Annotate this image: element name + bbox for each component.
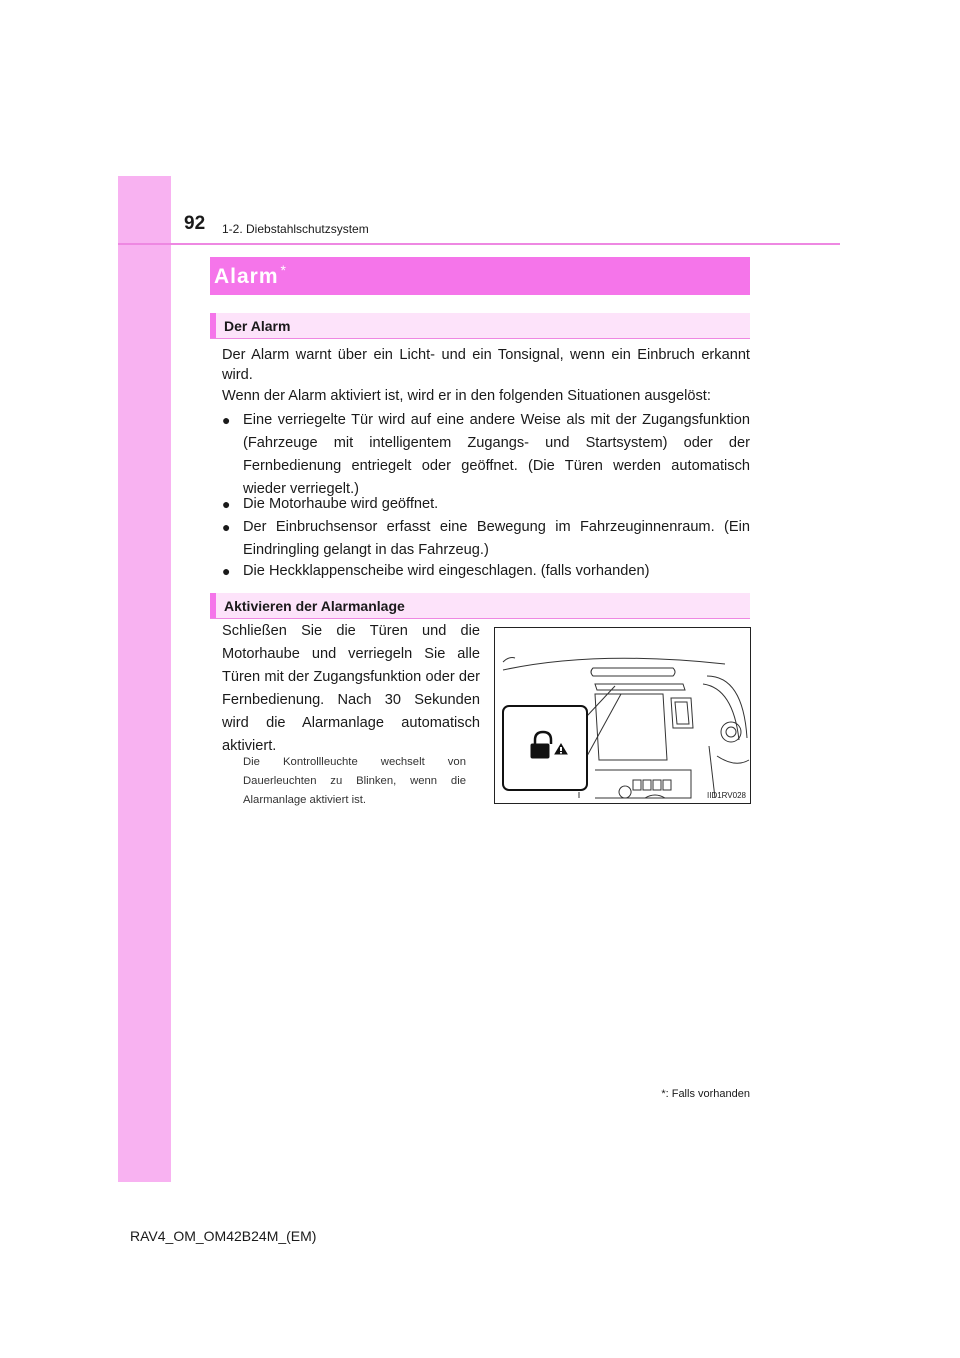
dashboard-illustration [495,628,750,803]
section-heading-bar [210,313,216,338]
footnote [661,1088,750,1100]
section-heading-der-alarm [210,313,750,339]
dashboard-figure [494,627,751,804]
section-heading-text: Der Alarm [224,318,291,334]
page-number: 92 [184,213,206,234]
title-footnote-marker: * [280,262,287,278]
list-item [222,516,750,562]
intro-paragraph-2: Wenn der Alarm aktiviert ist, wird er in den folgenden Situationen ausgelöst: [222,388,711,404]
list-item [222,560,750,583]
title-band [210,257,750,295]
bullet-icon: ● [222,496,231,512]
section-heading-text: Aktivieren der Alarmanlage [224,598,405,614]
bullet-icon: ● [222,412,231,428]
footnote-text: : Falls vorhanden [665,1088,750,1100]
document-id: RAV4_OM_OM42B24M_(EM) [130,1228,317,1244]
bullet-icon: ● [222,563,231,579]
bullet-icon: ● [222,519,231,535]
list-item-text: Eine verriegelte Tür wird auf eine andere Weise als mit der Zugangsfunktion (Fahrzeuge mit intelligentem Zugangs- und Startsystem) oder der Fernbedienung entriegelt oder geöffnet. (Die Türen werden automatisch wieder verriegelt.) [243,412,750,497]
list-item-text: Der Einbruchsensor erfasst eine Bewegung im Fahrzeuginnenraum. (Ein Eindringling gelangt in das Fahrzeug.) [243,519,750,558]
footnote-marker: * [661,1088,666,1100]
page-title-text: Alarm [214,265,279,288]
side-tab [118,176,171,1182]
figure-label: IID1RV028 [707,791,746,800]
header-rule [118,243,840,245]
section-heading-aktivieren [210,593,750,619]
list-item [222,493,750,516]
intro-paragraph-1: Der Alarm warnt über ein Licht- und ein Tonsignal, wenn ein Einbruch erkannt wird. [222,347,750,383]
section-heading-bar [210,593,216,618]
list-item [222,409,750,501]
list-item-text: Die Motorhaube wird geöffnet. [243,496,439,512]
list-item-text: Die Heckklappenscheibe wird eingeschlagen. (falls vorhanden) [243,563,650,579]
page-title [214,262,287,289]
section-title: 1-2. Diebstahlschutzsystem [222,222,369,236]
indicator-note: Die Kontrollleuchte wechselt von Dauerleuchten zu Blinken, wenn die Alarmanlage aktiviert ist. [243,756,466,806]
activation-paragraph: Schließen Sie die Türen und die Motorhaube und verriegeln Sie alle Türen mit der Zugangsfunktion oder der Fernbedienung. Nach 30 Sekunden wird die Alarmanlage automatisch aktiviert. [222,623,480,754]
